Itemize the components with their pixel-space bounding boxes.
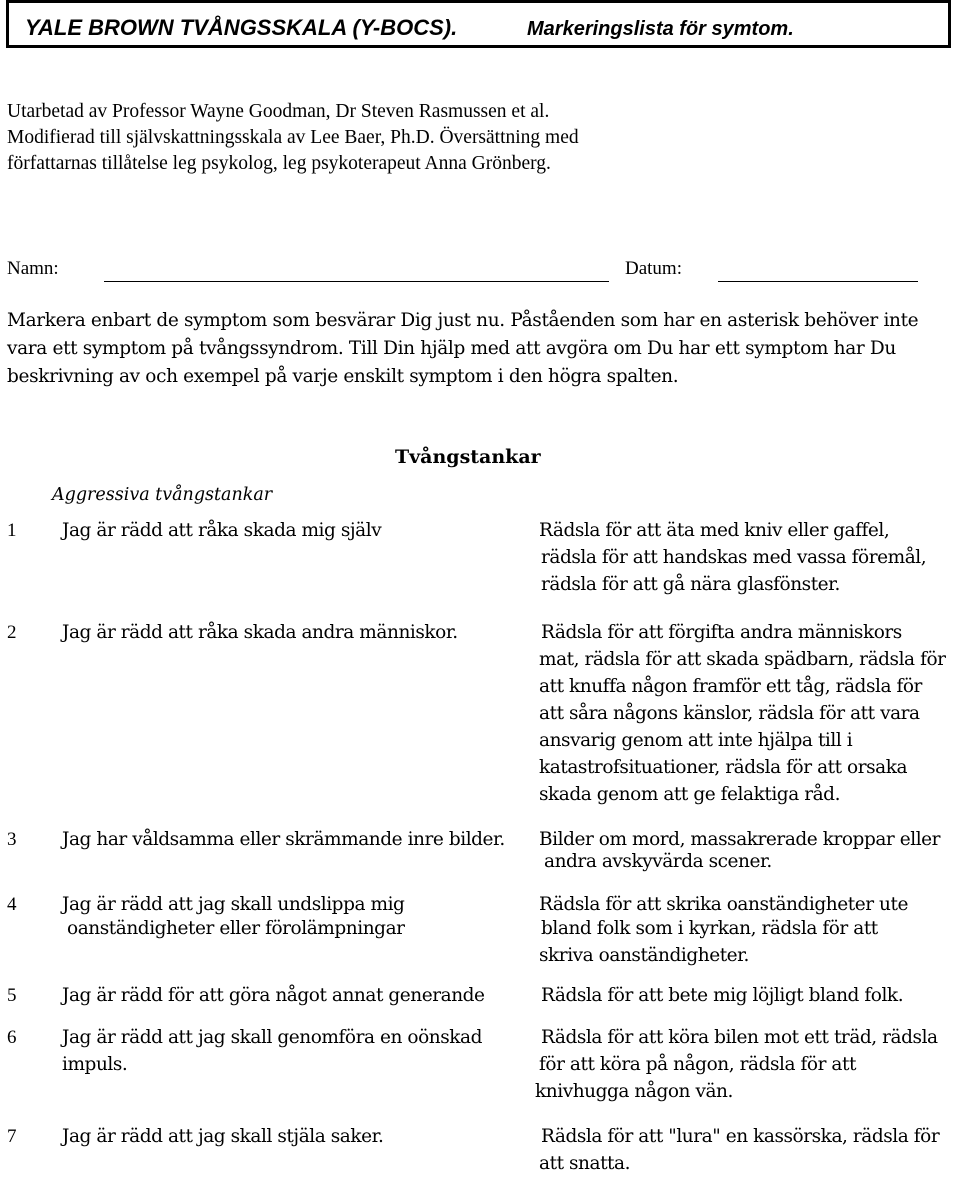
description-line: Rädsla för att bete mig löjligt bland folk. xyxy=(541,985,904,1006)
date-field[interactable] xyxy=(718,281,918,282)
description-line: Rädsla för att skrika oanständigheter ute xyxy=(539,894,908,915)
document-subtitle: Markeringslista för symtom. xyxy=(527,18,794,40)
item-description xyxy=(535,1024,938,1105)
description-line: mat, rädsla för att skada spädbarn, rädsla för xyxy=(539,649,946,670)
name-field[interactable] xyxy=(104,281,609,282)
description-line: för att köra på någon, rädsla för att xyxy=(539,1054,856,1075)
category-heading: Aggressiva tvångstankar xyxy=(52,485,273,505)
statement-line: Jag är rädd att råka skada andra människor. xyxy=(62,622,458,643)
instructions-line: beskrivning av och exempel på varje enskilt symptom i den högra spalten. xyxy=(7,366,679,387)
name-label: Namn: xyxy=(7,258,59,279)
document-title: YALE BROWN TVÅNGSSKALA (Y-BOCS). xyxy=(25,15,458,40)
item-description xyxy=(539,891,908,969)
item-statement xyxy=(62,982,485,1009)
description-line: att snatta. xyxy=(539,1153,631,1174)
item-statement xyxy=(62,1024,482,1078)
statement-line: oanständigheter eller förolämpningar xyxy=(67,918,405,939)
statement-line: Jag har våldsamma eller skrämmande inre bilder. xyxy=(62,829,505,850)
description-line: andra avskyvärda scener. xyxy=(544,851,772,872)
description-line: rädsla för att gå nära glasfönster. xyxy=(541,574,840,595)
instructions-line: vara ett symptom på tvångssyndrom. Till Din hjälp med att avgöra om Du har ett symptom har Du xyxy=(7,338,896,359)
item-description xyxy=(539,826,940,875)
item-description xyxy=(539,619,946,808)
description-line: skada genom att ge felaktiga råd. xyxy=(539,784,841,805)
item-number: 5 xyxy=(7,985,17,1006)
description-line: Rädsla för att köra bilen mot ett träd, rädsla xyxy=(541,1027,938,1048)
item-statement xyxy=(62,619,458,646)
item-statement xyxy=(62,1123,383,1150)
description-line: Bilder om mord, massakrerade kroppar eller xyxy=(539,829,941,850)
statement-line: Jag är rädd för att göra något annat generande xyxy=(62,985,485,1006)
date-label: Datum: xyxy=(625,258,682,279)
credits-block xyxy=(7,99,579,177)
description-line: katastrofsituationer, rädsla för att orsaka xyxy=(539,757,908,778)
item-number: 4 xyxy=(7,894,17,915)
item-number: 6 xyxy=(7,1027,17,1048)
credits-line: författarnas tillåtelse leg psykolog, leg psykoterapeut Anna Grönberg. xyxy=(7,153,551,174)
description-line: Rädsla för att äta med kniv eller gaffel, xyxy=(539,520,890,541)
description-line: knivhugga någon vän. xyxy=(535,1081,733,1102)
item-number: 2 xyxy=(7,622,17,643)
description-line: Rädsla för att förgifta andra människors xyxy=(541,622,902,643)
instructions-line: Markera enbart de symptom som besvärar Dig just nu. Påståenden som har en asterisk behöver inte xyxy=(7,310,919,331)
credits-line: Modifierad till självskattningsskala av Lee Baer, Ph.D. Översättning med xyxy=(7,127,579,148)
statement-line: Jag är rädd att jag skall stjäla saker. xyxy=(62,1126,384,1147)
description-line: att såra någons känslor, rädsla för att vara xyxy=(539,703,920,724)
item-description xyxy=(539,517,926,598)
credits-line: Utarbetad av Professor Wayne Goodman, Dr Steven Rasmussen et al. xyxy=(7,101,550,122)
item-number: 1 xyxy=(7,520,17,541)
item-number: 7 xyxy=(7,1126,17,1147)
description-line: Rädsla för att "lura" en kassörska, rädsla för xyxy=(541,1126,940,1147)
instructions xyxy=(7,307,918,391)
statement-line: Jag är rädd att jag skall genomföra en oönskad xyxy=(62,1027,483,1048)
description-line: bland folk som i kyrkan, rädsla för att xyxy=(541,918,878,939)
item-statement xyxy=(62,826,505,853)
statement-line: Jag är rädd att råka skada mig själv xyxy=(62,520,382,541)
section-heading: Tvångstankar xyxy=(395,446,541,468)
item-number: 3 xyxy=(7,829,17,850)
title-banner xyxy=(6,0,951,48)
item-statement xyxy=(62,891,405,942)
item-description xyxy=(539,982,903,1009)
description-line: ansvarig genom att inte hjälpa till i xyxy=(539,730,853,751)
description-line: att knuffa någon framför ett tåg, rädsla för xyxy=(539,676,922,697)
item-statement xyxy=(62,517,381,544)
description-line: skriva oanständigheter. xyxy=(539,945,749,966)
statement-line: impuls. xyxy=(62,1054,128,1075)
description-line: rädsla för att handskas med vassa föremål, xyxy=(541,547,927,568)
statement-line: Jag är rädd att jag skall undslippa mig xyxy=(62,894,405,915)
